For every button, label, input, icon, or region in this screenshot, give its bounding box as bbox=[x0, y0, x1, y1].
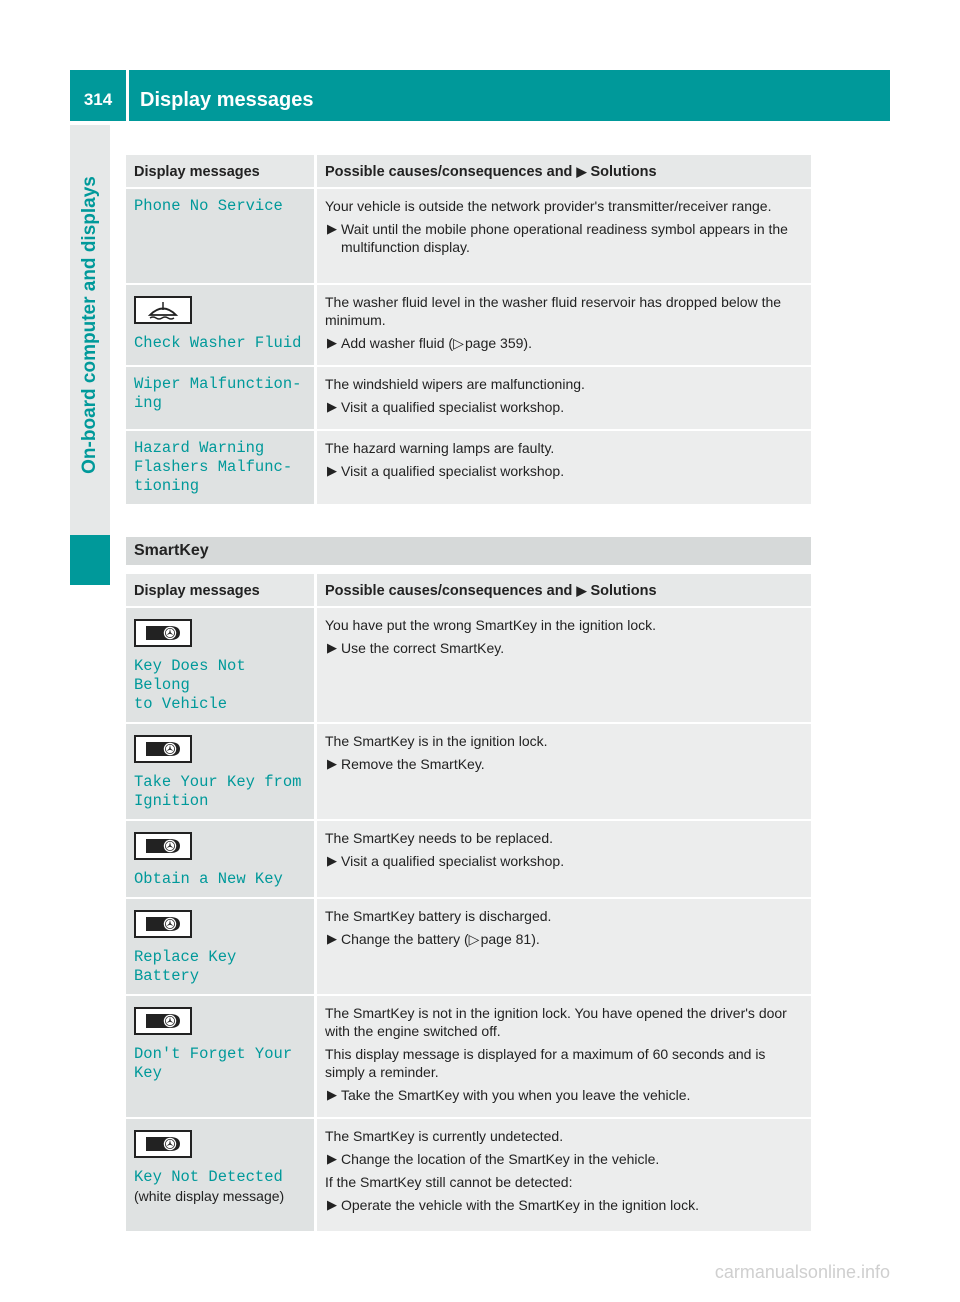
step-arrow-icon: ▶ bbox=[327, 1151, 337, 1166]
table-row bbox=[126, 820, 811, 898]
step-arrow-icon: ▶ bbox=[327, 221, 337, 236]
step-arrow-icon: ▶ bbox=[327, 756, 337, 771]
smartkey-icon bbox=[134, 832, 192, 860]
column-header-solutions-text: Solutions bbox=[590, 583, 657, 599]
side-tab-marker bbox=[70, 535, 110, 585]
solution-step: ▶ Operate the vehicle with the SmartKey in the ignition lock. bbox=[327, 1197, 699, 1213]
display-message: Replace Key Battery bbox=[134, 948, 237, 985]
header-divider bbox=[126, 70, 129, 121]
column-header-display-messages: Display messages bbox=[126, 155, 316, 188]
display-messages-table bbox=[126, 155, 811, 506]
table-row bbox=[126, 366, 811, 430]
display-message: Phone No Service bbox=[134, 197, 283, 215]
table-header-row bbox=[126, 155, 811, 188]
display-message: Wiper Malfunction‐ ing bbox=[134, 375, 302, 412]
smartkey-messages-table bbox=[126, 574, 811, 1233]
step-arrow-icon: ▶ bbox=[327, 931, 337, 946]
page-title: Display messages bbox=[140, 89, 314, 111]
smartkey-icon bbox=[134, 910, 192, 938]
step-arrow-icon: ▶ bbox=[327, 640, 337, 655]
cause-text: The SmartKey is currently undetected. bbox=[325, 1128, 564, 1144]
solution-step: ▶ Remove the SmartKey. bbox=[327, 756, 485, 772]
smartkey-icon bbox=[134, 1007, 192, 1035]
display-message: Obtain a New Key bbox=[134, 870, 283, 888]
display-message: Don't Forget Your Key bbox=[134, 1045, 293, 1082]
column-header-display-messages: Display messages bbox=[126, 574, 316, 607]
step-arrow-icon: ▶ bbox=[327, 463, 337, 478]
step-arrow-icon: ▶ bbox=[327, 1087, 337, 1102]
display-message: Take Your Key from Ignition bbox=[134, 773, 302, 810]
display-message: Key Not Detected bbox=[134, 1168, 283, 1186]
display-message: Key Does Not Belong to Vehicle bbox=[134, 657, 246, 713]
page-number: 314 bbox=[83, 90, 113, 109]
solution-step: ▶ Visit a qualified specialist workshop. bbox=[327, 399, 565, 415]
table-row bbox=[126, 607, 811, 723]
solution-step: ▶ Take the SmartKey with you when you leave the vehicle. bbox=[327, 1087, 691, 1103]
side-tab bbox=[70, 125, 110, 525]
cause-text: The SmartKey battery is discharged. bbox=[325, 908, 552, 924]
page-reference[interactable]: page 359 bbox=[465, 335, 524, 351]
smartkey-icon bbox=[134, 735, 192, 763]
cause-text: Your vehicle is outside the network provider's transmitter/receiver range. bbox=[325, 198, 772, 214]
cause-text: The washer fluid level in the washer fluid reservoir has dropped below the minimum. bbox=[325, 294, 782, 328]
solution-step: ▶ Change the battery (▷ page 81). bbox=[327, 931, 540, 947]
smartkey-icon bbox=[134, 1130, 192, 1158]
table-row bbox=[126, 995, 811, 1118]
solution-step: ▶ Add washer fluid (▷ page 359). bbox=[327, 335, 532, 351]
cause-text: The windshield wipers are malfunctioning. bbox=[325, 376, 585, 392]
table-header-row bbox=[126, 574, 811, 607]
cause-text: The SmartKey is in the ignition lock. bbox=[325, 733, 548, 749]
section-heading-bar bbox=[126, 537, 811, 565]
solutions-arrow-icon: ▶ bbox=[576, 164, 587, 179]
cause-text: The hazard warning lamps are faulty. bbox=[325, 440, 555, 456]
table-row bbox=[126, 898, 811, 995]
display-message: Hazard Warning Flashers Malfunc‐ tioning bbox=[134, 439, 293, 495]
solution-step: ▶ Wait until the mobile phone operational readiness symbol appears in the multifunction display. bbox=[327, 221, 788, 255]
cause-text: The SmartKey needs to be replaced. bbox=[325, 830, 554, 846]
solutions-arrow-icon: ▶ bbox=[576, 583, 587, 598]
table-row bbox=[126, 430, 811, 505]
cause-text: You have put the wrong SmartKey in the ignition lock. bbox=[325, 617, 657, 633]
column-header-causes-text: Possible causes/consequences and bbox=[325, 583, 573, 599]
column-header-causes-text: Possible causes/consequences and bbox=[325, 164, 573, 180]
side-tab-label: On-board computer and displays bbox=[79, 176, 100, 474]
table-row bbox=[126, 188, 811, 284]
column-header-causes bbox=[316, 155, 812, 188]
solution-step: ▶ Change the location of the SmartKey in the vehicle. bbox=[327, 1151, 660, 1167]
cause-text: If the SmartKey still cannot be detected: bbox=[325, 1174, 573, 1190]
washer-fluid-icon bbox=[134, 296, 192, 324]
table-row bbox=[126, 723, 811, 820]
page-reference-icon: ▷ bbox=[453, 335, 464, 351]
solution-step: ▶ Visit a qualified specialist workshop. bbox=[327, 853, 565, 869]
cause-text: The SmartKey is not in the ignition lock. You have opened the driver's door with the engine switched off. bbox=[325, 1005, 787, 1039]
footer-watermark: carmanualsonline.info bbox=[714, 1262, 890, 1282]
column-header-solutions-text: Solutions bbox=[590, 164, 657, 180]
smartkey-icon bbox=[134, 619, 192, 647]
table-row bbox=[126, 1118, 811, 1232]
step-arrow-icon: ▶ bbox=[327, 335, 337, 350]
table-row bbox=[126, 284, 811, 366]
step-arrow-icon: ▶ bbox=[327, 399, 337, 414]
section-heading: SmartKey bbox=[134, 542, 209, 559]
solution-step: ▶ Visit a qualified specialist workshop. bbox=[327, 463, 565, 479]
step-arrow-icon: ▶ bbox=[327, 853, 337, 868]
solution-step: ▶ Use the correct SmartKey. bbox=[327, 640, 505, 656]
page-reference[interactable]: page 81 bbox=[480, 931, 532, 947]
display-message-note: (white display message) bbox=[134, 1188, 285, 1204]
page-reference-icon: ▷ bbox=[468, 931, 480, 947]
cause-text: This display message is displayed for a maximum of 60 seconds and is simply a reminder. bbox=[325, 1046, 766, 1080]
column-header-causes bbox=[316, 574, 812, 607]
step-arrow-icon: ▶ bbox=[327, 1197, 337, 1212]
display-message: Check Washer Fluid bbox=[134, 334, 302, 352]
